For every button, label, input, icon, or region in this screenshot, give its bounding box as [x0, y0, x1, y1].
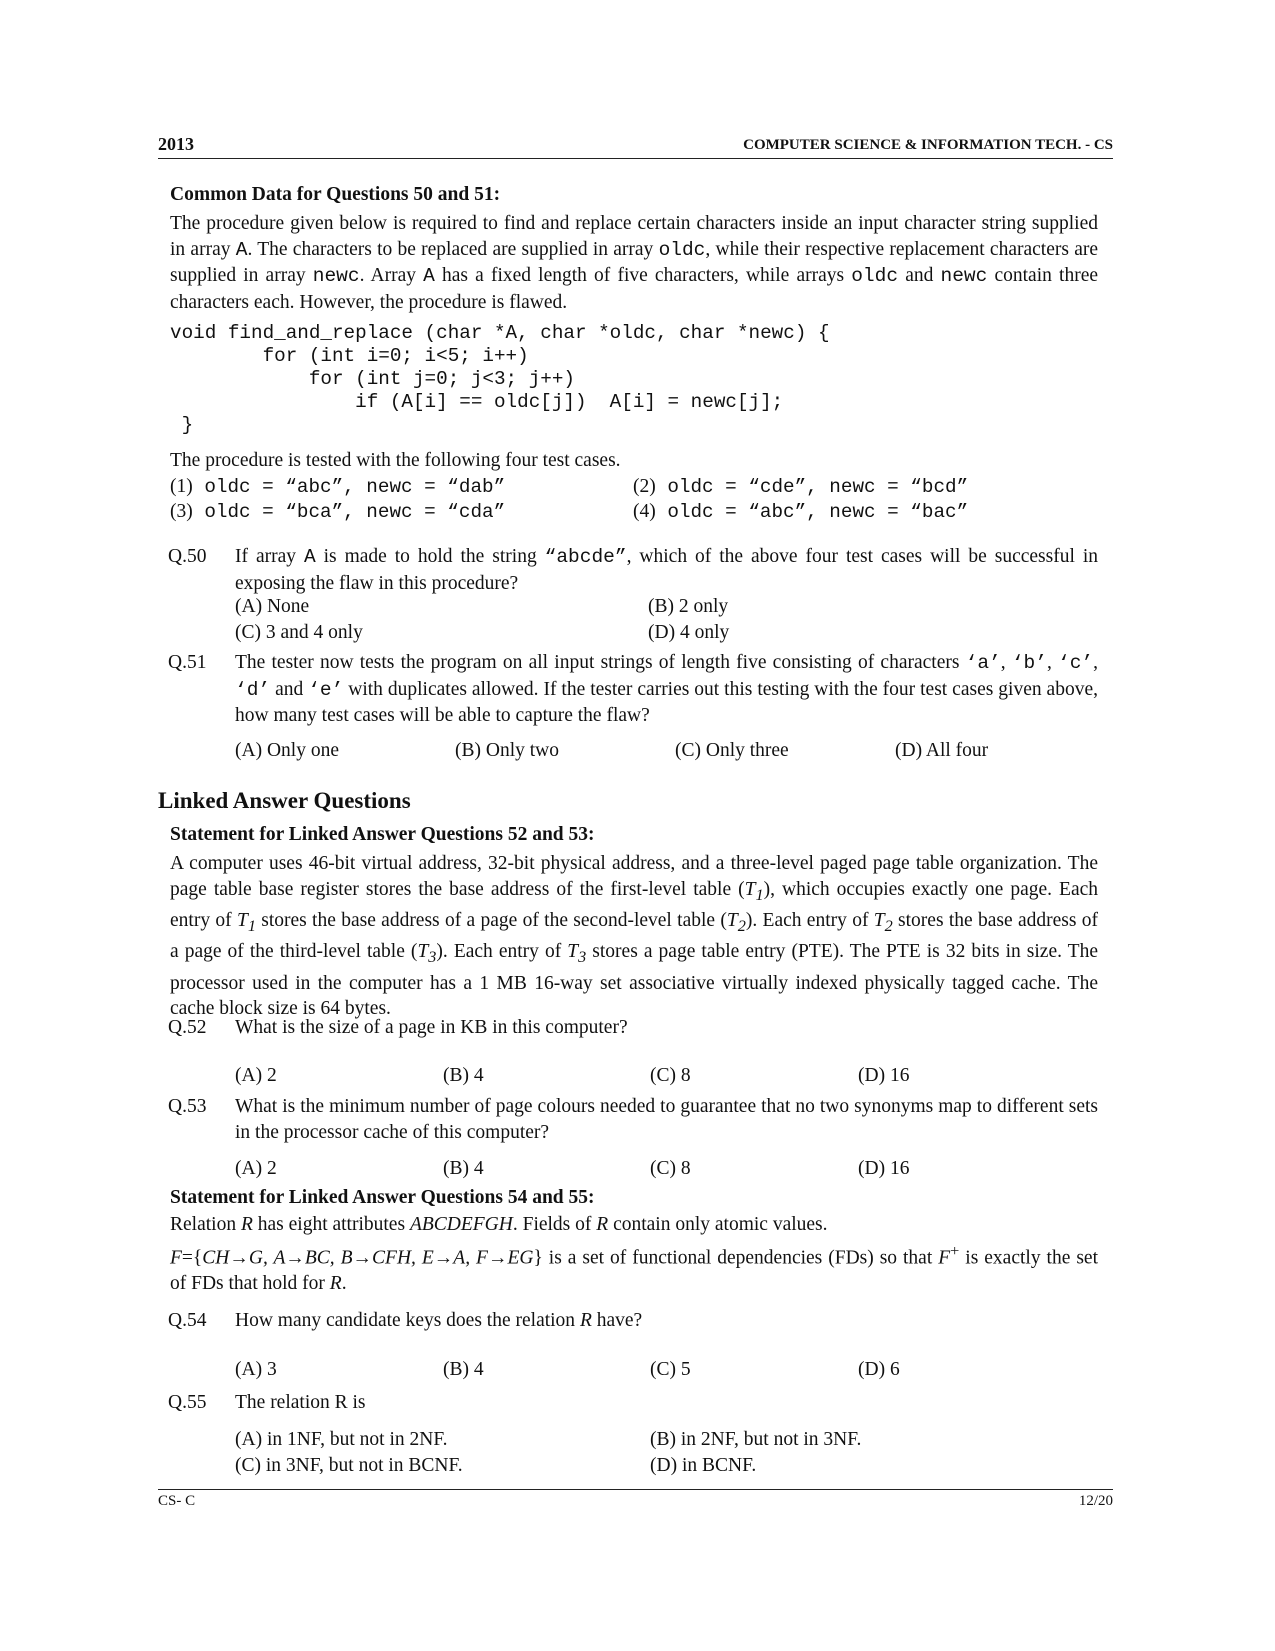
common-data-paragraph: The procedure given below is required to find and replace certain characters inside an input character string supplied in array A. The characters to be replaced are supplied in array oldc, while their respective replacement characters are supplied in array newc. Array A has a fixed length of five characters, while arrays oldc and newc contain three characters each. However, the procedure is flawed.	[170, 213, 1098, 313]
q51-number: Q.51	[168, 652, 207, 673]
q55-option-b: (B) in 2NF, but not in 3NF.	[650, 1429, 862, 1450]
q55-option-d: (D) in BCNF.	[650, 1455, 757, 1476]
q52-number: Q.52	[168, 1017, 207, 1038]
statement-52-53-title: Statement for Linked Answer Questions 52 and 53:	[170, 824, 595, 845]
statement-54-55-fds: F={CH→G, A→BC, B→CFH, E→A, F→EG} is a set of functional dependencies (FDs) so that F+ is exactly the set of FDs that hold for R.	[170, 1242, 1098, 1294]
q51-option-b: (B) Only two	[455, 740, 559, 761]
test-intro: The procedure is tested with the following four test cases.	[170, 450, 621, 471]
q54-option-b: (B) 4	[443, 1359, 484, 1380]
q52-text: What is the size of a page in KB in this computer?	[235, 1017, 628, 1038]
q51-option-a: (A) Only one	[235, 740, 339, 761]
q54-text: How many candidate keys does the relation R have?	[235, 1310, 643, 1331]
test-case-1: (1) oldc = “abc”, newc = “dab”	[170, 476, 506, 498]
q54-number: Q.54	[168, 1310, 207, 1331]
q55-option-c: (C) in 3NF, but not in BCNF.	[235, 1455, 463, 1476]
q52-option-a: (A) 2	[235, 1065, 277, 1086]
q50-option-c: (C) 3 and 4 only	[235, 622, 363, 643]
header-rule	[158, 158, 1113, 159]
code-block: void find_and_replace (char *A, char *oldc, char *newc) { for (int i=0; i<5; i++) for (int j=0; j<3; j++) if (A[i] == oldc[j]) A[i] = newc[j]; }	[170, 322, 830, 436]
q50-option-b: (B) 2 only	[648, 596, 729, 617]
q54-option-d: (D) 6	[858, 1359, 900, 1380]
q54-option-c: (C) 5	[650, 1359, 691, 1380]
q50-option-a: (A) None	[235, 596, 310, 617]
q51-option-c: (C) Only three	[675, 740, 789, 761]
q50-text: If array A is made to hold the string “abcde”, which of the above four test cases will be successful in exposing the flaw in this procedure?	[235, 546, 1098, 594]
q53-text: What is the minimum number of page colours needed to guarantee that no two synonyms map to different sets in the processor cache of this computer?	[235, 1096, 1098, 1143]
test-case-2: (2) oldc = “cde”, newc = “bcd”	[633, 476, 969, 498]
header-title: COMPUTER SCIENCE & INFORMATION TECH. - CS	[743, 137, 1113, 153]
q54-option-a: (A) 3	[235, 1359, 277, 1380]
footer-paper-code: CS- C	[158, 1493, 196, 1509]
footer-rule	[158, 1489, 1113, 1490]
q52-option-c: (C) 8	[650, 1065, 691, 1086]
q53-option-a: (A) 2	[235, 1158, 277, 1179]
q50-option-d: (D) 4 only	[648, 622, 730, 643]
q52-option-b: (B) 4	[443, 1065, 484, 1086]
common-data-title: Common Data for Questions 50 and 51:	[170, 184, 501, 205]
q53-option-c: (C) 8	[650, 1158, 691, 1179]
section-title: Linked Answer Questions	[158, 788, 411, 813]
q53-number: Q.53	[168, 1096, 207, 1117]
q55-option-a: (A) in 1NF, but not in 2NF.	[235, 1429, 448, 1450]
q55-number: Q.55	[168, 1392, 207, 1413]
statement-54-55-relation: Relation R has eight attributes ABCDEFGH. Fields of R contain only atomic values.	[170, 1214, 828, 1235]
statement-52-53-text: A computer uses 46-bit virtual address, 32-bit physical address, and a three-level paged page table organization. The page table base register stores the base address of the first-level table $(T_1)$, which occupies exactly one page. Each entry of $T_1$ stores the base address of a page of the second-level table $(T_2)$. Each entry of $T_2$ stores the base address of a page of the third-level table $(T_3)$. Each entry of $T_3$ stores a page table entry (PTE). The PTE is 32 bits in size. The processor used in the computer has a 1 MB 16-way set associative virtually indexed physically tagged cache. The cache block size is 64 bytes.	[170, 853, 1099, 1020]
test-case-3: (3) oldc = “bca”, newc = “cda”	[170, 501, 506, 523]
q53-option-b: (B) 4	[443, 1158, 484, 1179]
statement-54-55-title: Statement for Linked Answer Questions 54 and 55:	[170, 1187, 595, 1208]
q55-text: The relation R is	[235, 1392, 366, 1413]
q50-number: Q.50	[168, 546, 207, 567]
footer-page-number: 12/20	[1078, 1493, 1113, 1509]
q51-option-d: (D) All four	[895, 740, 989, 761]
header-year: 2013	[158, 134, 194, 154]
q52-option-d: (D) 16	[858, 1065, 910, 1086]
q53-option-d: (D) 16	[858, 1158, 910, 1179]
test-case-4: (4) oldc = “abc”, newc = “bac”	[633, 501, 969, 523]
q51-text: The tester now tests the program on all input strings of length five consisting of characters ‘a’, ‘b’, ‘c’, ‘d’ and ‘e’ with duplicates allowed. If the tester carries out this testing with the four test cases given above, how many test cases will be able to capture the flaw?	[235, 652, 1098, 726]
